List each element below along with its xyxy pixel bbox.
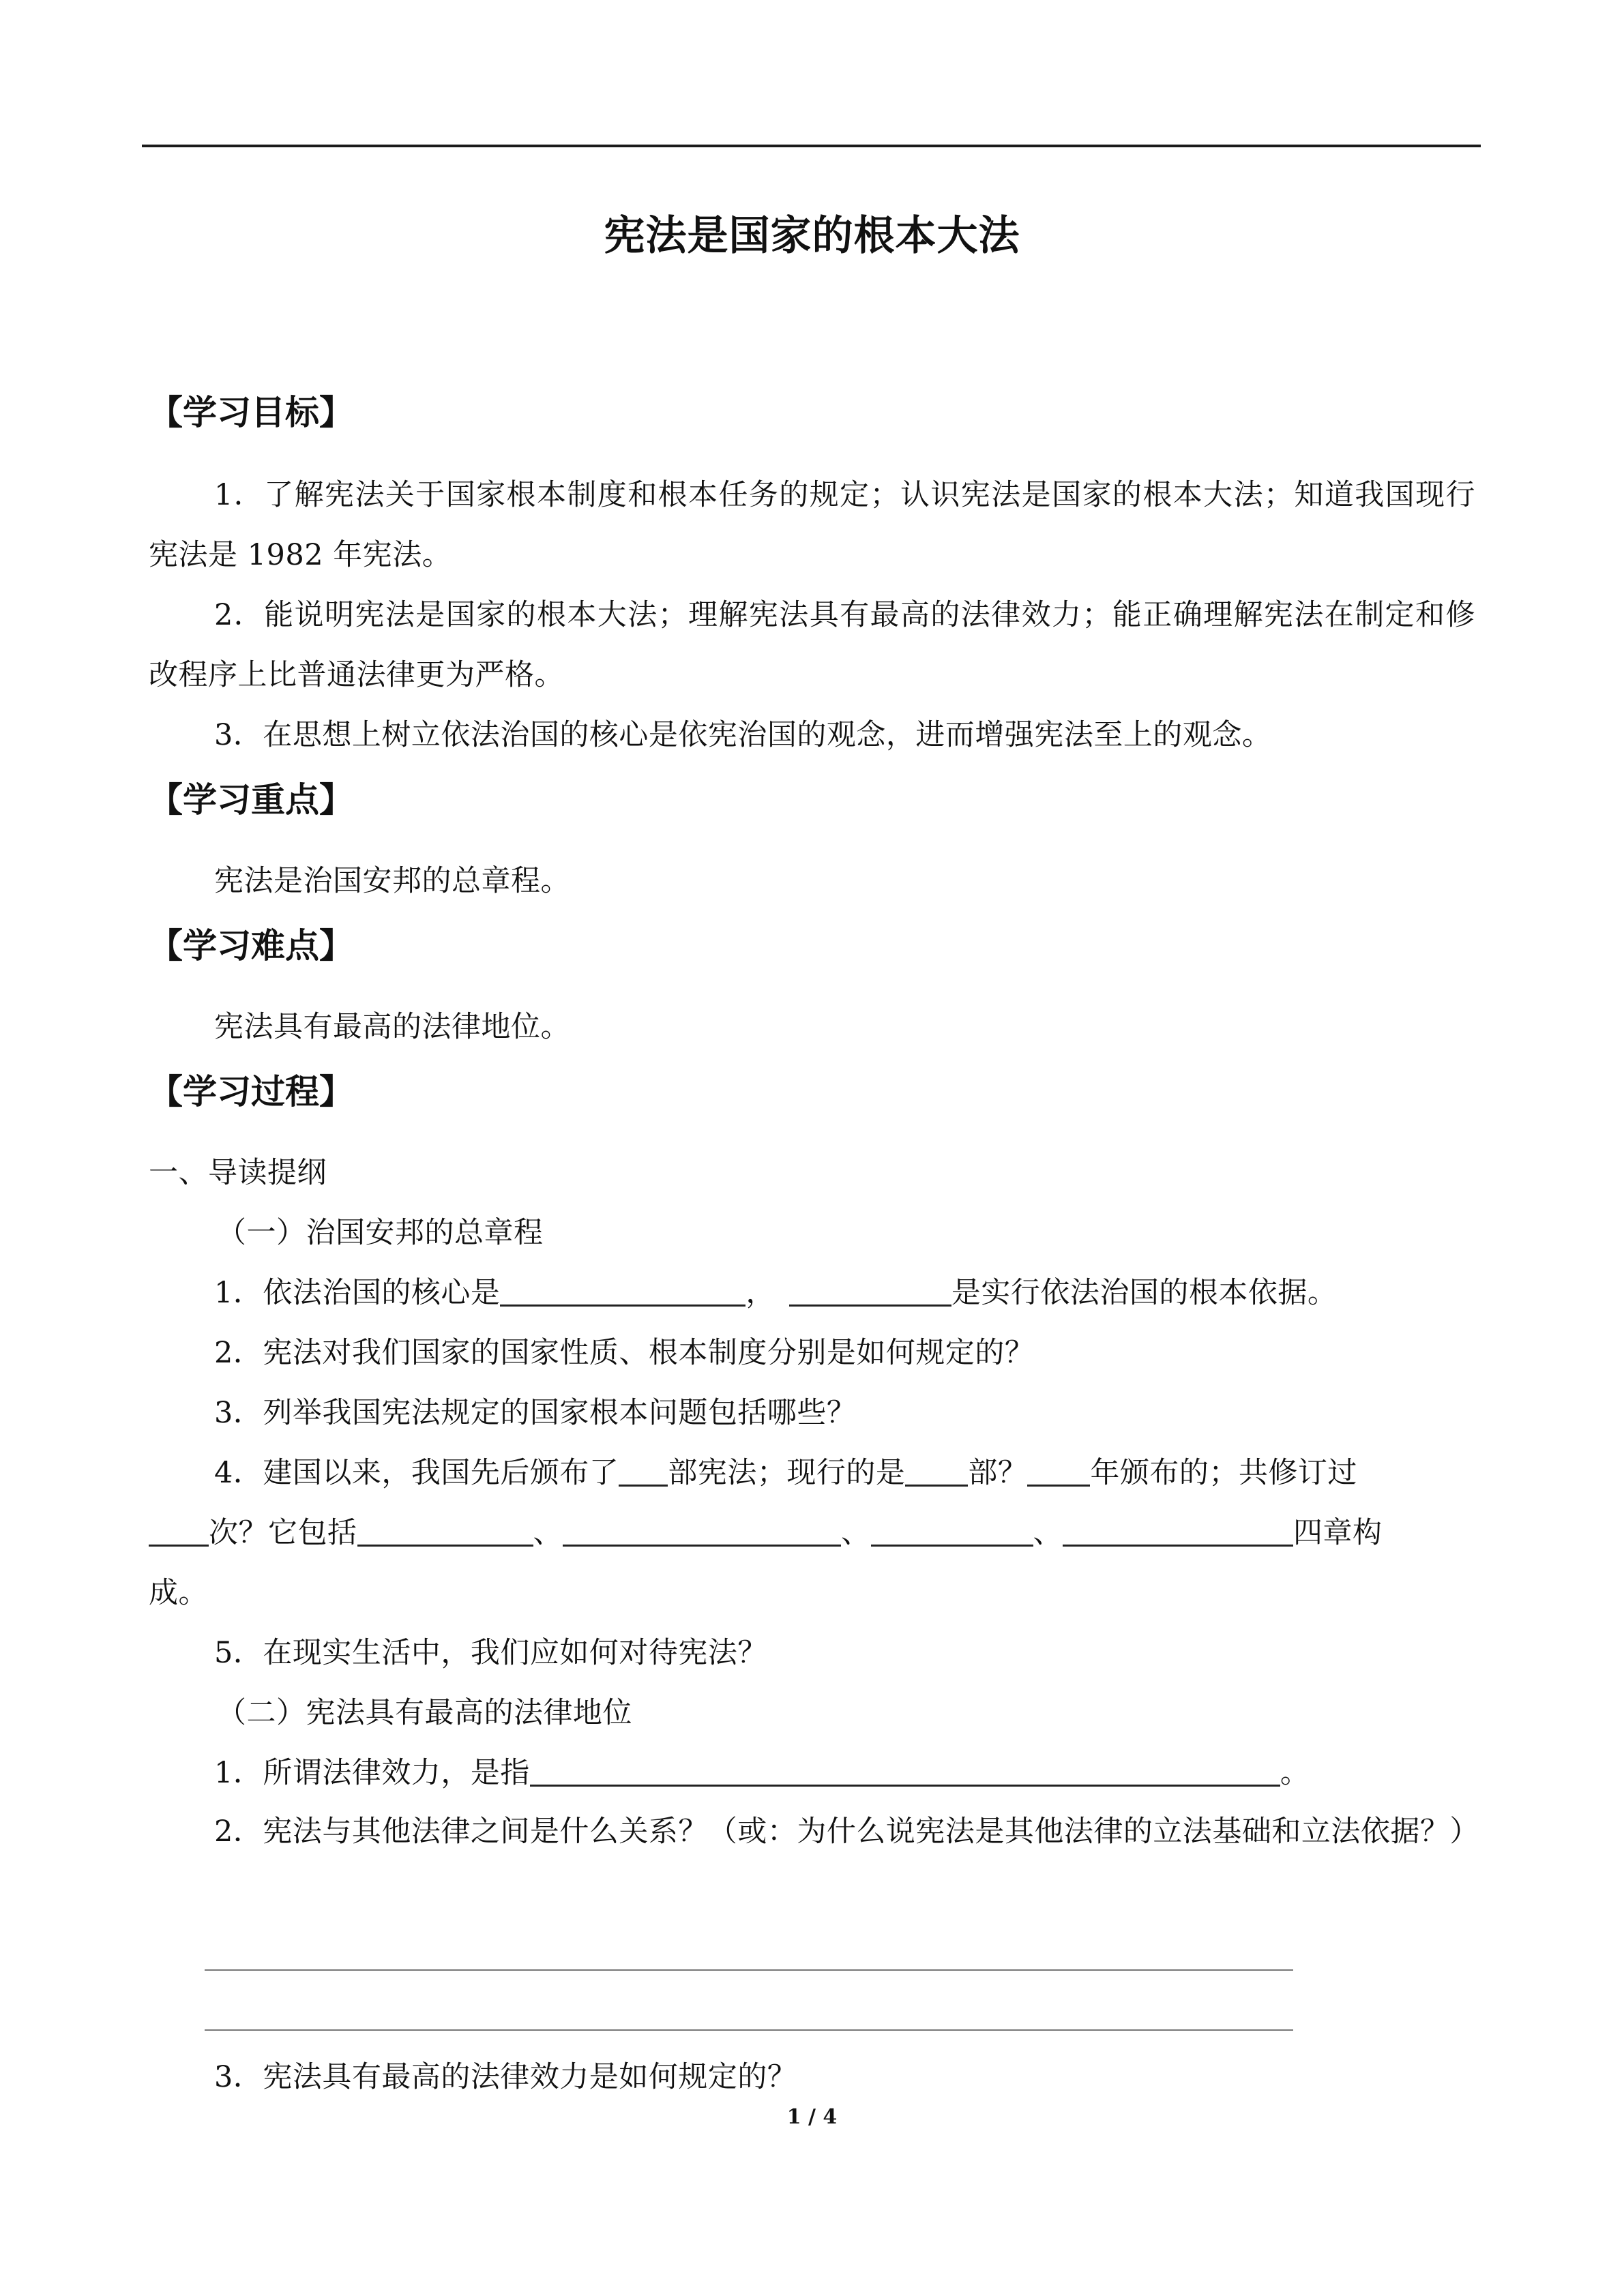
- fill-blank[interactable]: [530, 1755, 1280, 1787]
- part1-question-4-end: 成。: [149, 1576, 208, 1610]
- part1-question-5: 5．在现实生活中，我们应如何对待宪法？: [214, 1636, 767, 1670]
- part2-question-1: 1．所谓法律效力，是指 。: [214, 1756, 1310, 1790]
- fill-blank[interactable]: [789, 1274, 951, 1307]
- fill-blank[interactable]: [149, 1515, 209, 1547]
- heading-difficulty: 【学习难点】: [149, 926, 353, 966]
- difficulty-text: 宪法具有最高的法律地位。: [214, 1010, 570, 1044]
- header-rule: [142, 145, 1481, 147]
- objective-item-1: 1．了解宪法关于国家根本制度和根本任务的规定；认识宪法是国家的根本大法；知道我国现行宪法是 1982 年宪法。: [149, 478, 1475, 572]
- page-number: 1 / 4: [786, 2105, 838, 2129]
- part1-question-3: 3．列举我国宪法规定的国家根本问题包括哪些？: [214, 1396, 857, 1430]
- document-title: 宪法是国家的根本大法: [604, 212, 1020, 260]
- part1-title: （一）治国安邦的总章程: [217, 1216, 544, 1250]
- objective-item-3: 3．在思想上树立依法治国的核心是依宪治国的观念，进而增强宪法至上的观念。: [214, 718, 1272, 752]
- fill-blank[interactable]: [905, 1455, 968, 1487]
- heading-objectives: 【学习目标】: [149, 393, 353, 432]
- fill-blank[interactable]: [500, 1274, 745, 1307]
- answer-line[interactable]: [205, 2029, 1293, 2031]
- part2-question-2: 2．宪法与其他法律之间是什么关系？（或：为什么说宪法是其他法律的立法基础和立法依据？）: [214, 1815, 1479, 1849]
- key-point-text: 宪法是治国安邦的总章程。: [214, 864, 570, 898]
- fill-blank[interactable]: [563, 1515, 841, 1547]
- objective-item-2: 2．能说明宪法是国家的根本大法；理解宪法具有最高的法律效力；能正确理解宪法在制定和修改程序上比普通法律更为严格。: [149, 598, 1475, 692]
- fill-blank[interactable]: [1063, 1515, 1293, 1547]
- fill-blank[interactable]: [619, 1455, 668, 1487]
- answer-line[interactable]: [205, 1969, 1293, 1971]
- part1-question-2: 2．宪法对我们国家的国家性质、根本制度分别是如何规定的？: [214, 1336, 1035, 1370]
- part1-question-4-cont: 次？它包括 、 、 、 四章构: [149, 1512, 1383, 1553]
- heading-key-point: 【学习重点】: [149, 780, 353, 820]
- heading-process: 【学习过程】: [149, 1072, 353, 1112]
- part2-title: （二）宪法具有最高的法律地位: [217, 1696, 632, 1730]
- fill-blank[interactable]: [871, 1515, 1033, 1547]
- fill-blank[interactable]: [357, 1515, 533, 1547]
- part2-question-3: 3．宪法具有最高的法律效力是如何规定的？: [214, 2060, 797, 2094]
- outline-title: 一、导读提纲: [149, 1156, 327, 1190]
- part1-question-4: 4．建国以来，我国先后颁布了 部宪法；现行的是 部？ 年颁布的；共修订过: [214, 1456, 1357, 1490]
- part1-question-1: 1．依法治国的核心是 ， 是实行依法治国的根本依据。: [214, 1276, 1338, 1310]
- fill-blank[interactable]: [1027, 1455, 1090, 1487]
